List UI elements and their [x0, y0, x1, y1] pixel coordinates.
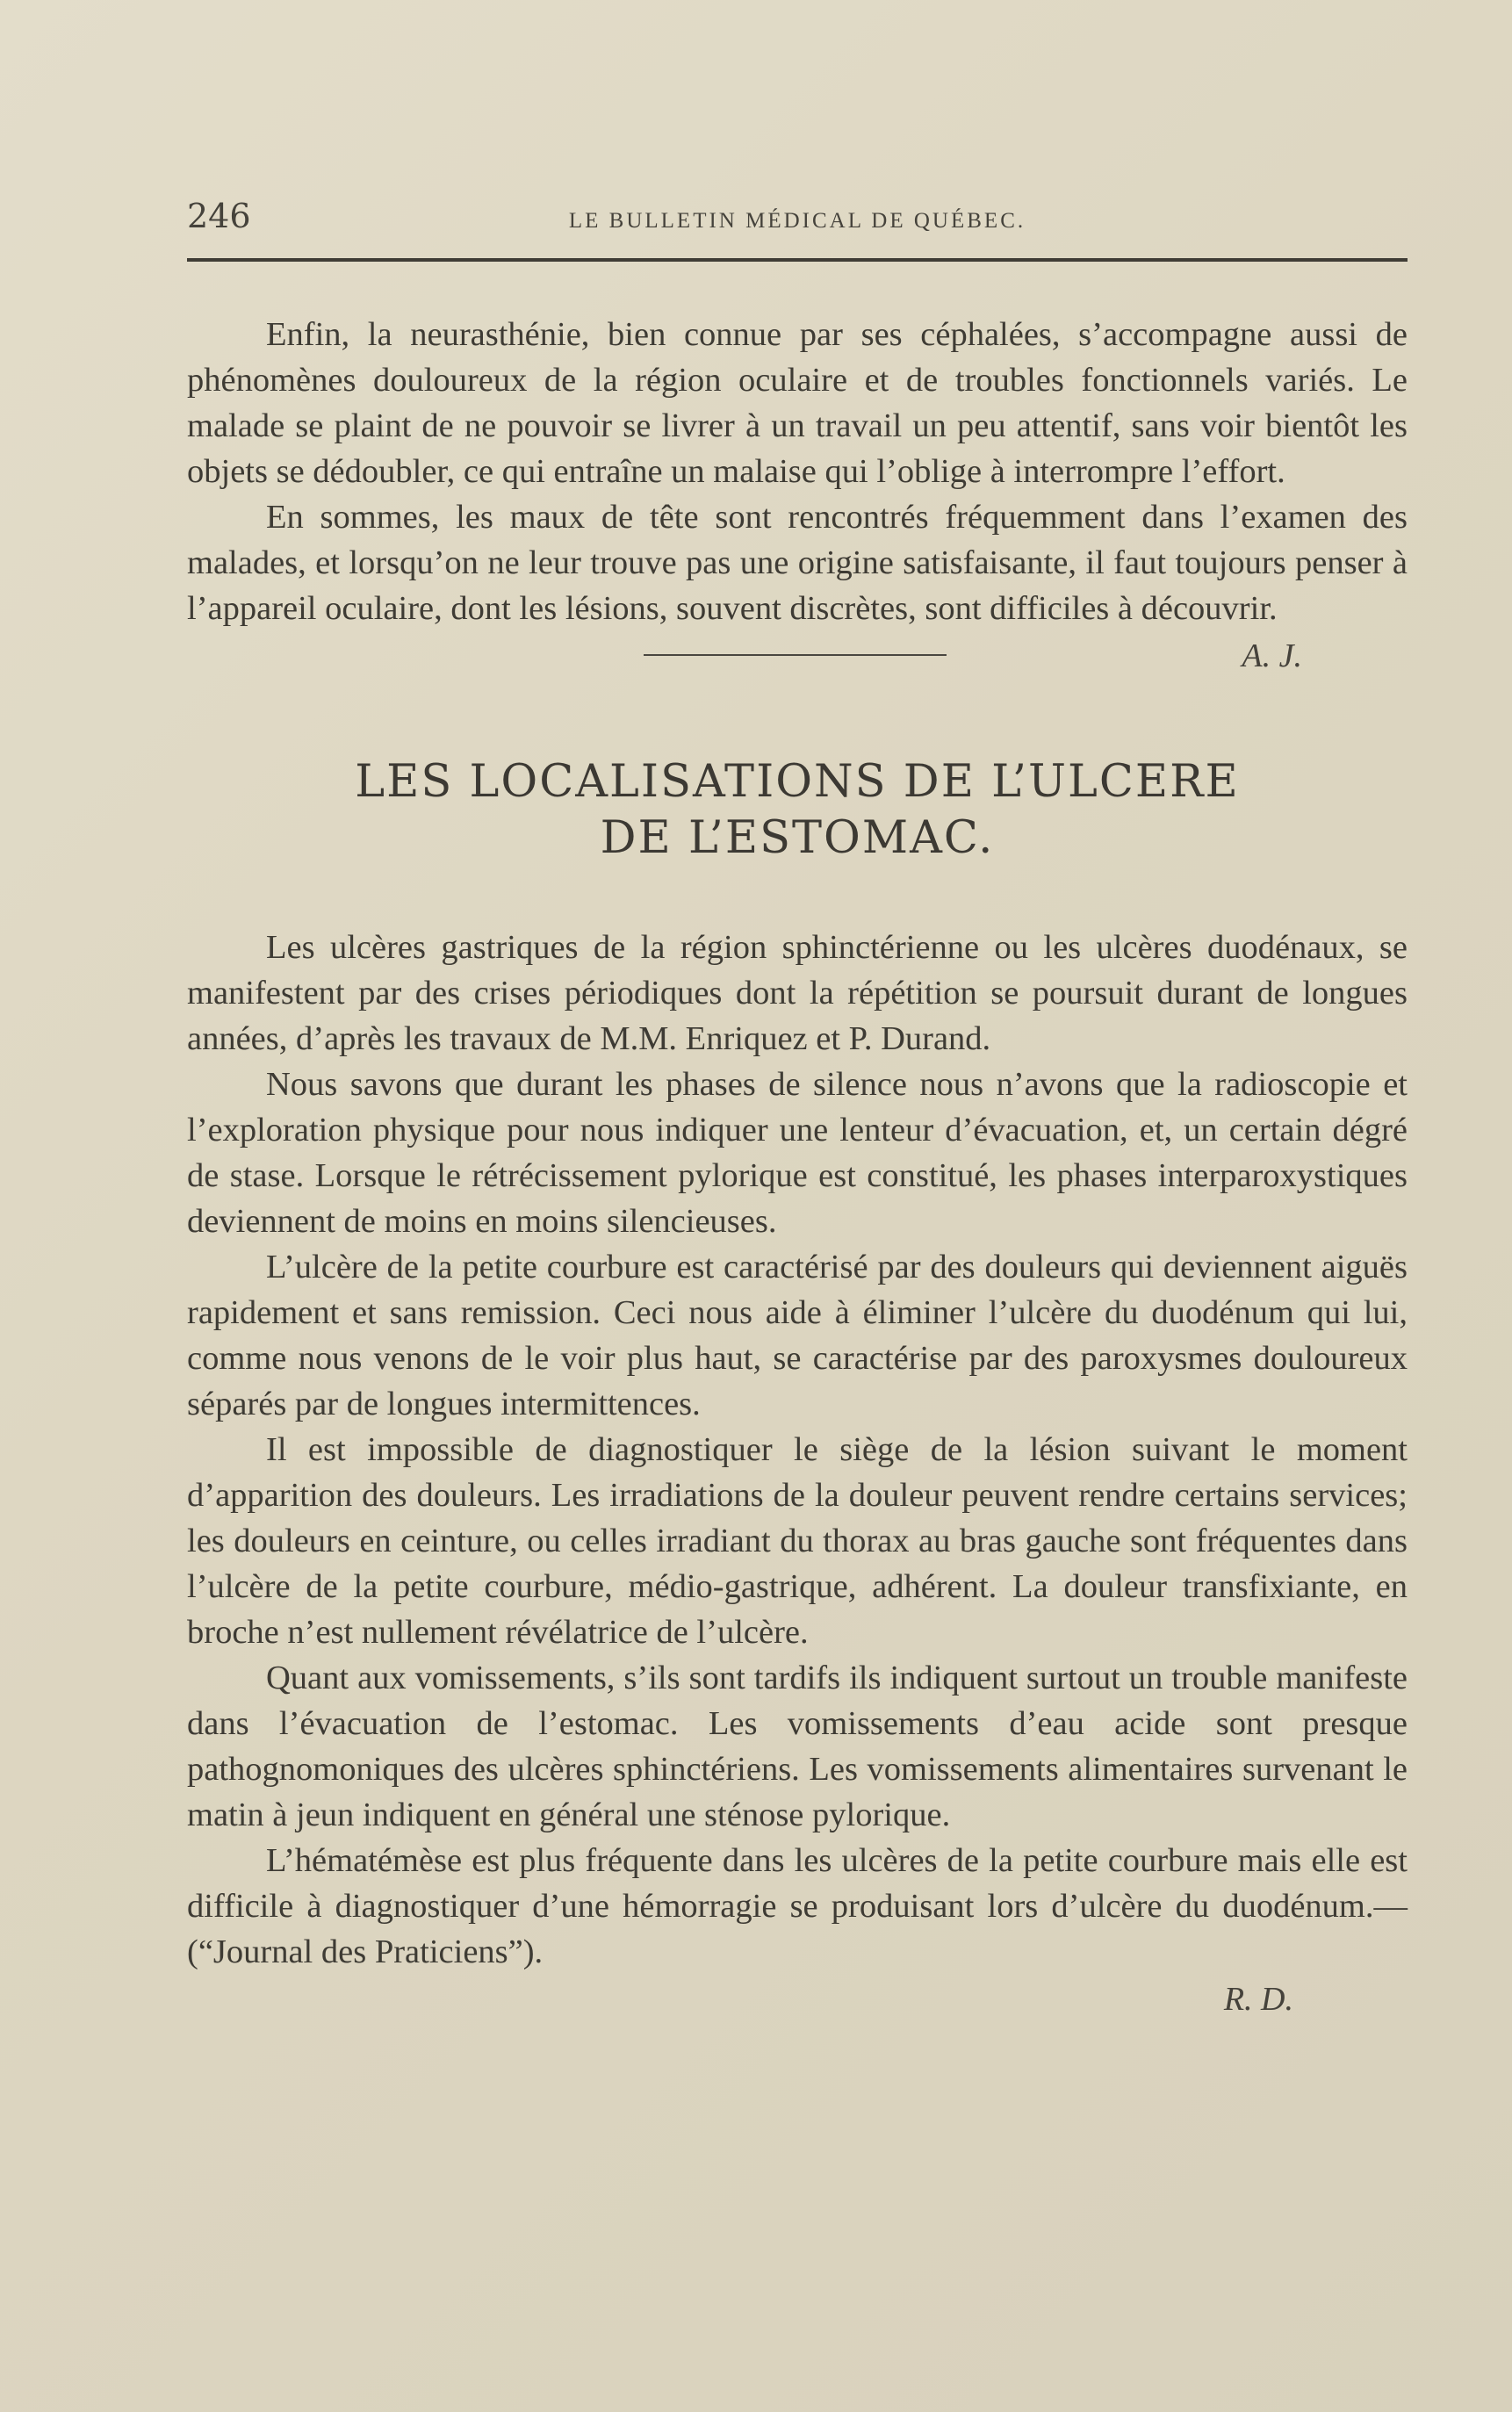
paragraph: Quant aux vomissements, s’ils sont tardifs ils indiquent surtout un trouble manifeste dans l’évacuation de l’estomac. Les vomissements d’eau acide sont presque pathognomoniques des ulcères sphinctériens. Les vomissements alimentaires survenant le matin à jeun indiquent en général une sténose pylorique.: [187, 1660, 1408, 1833]
paragraph: Il est impossible de diagnostiquer le siège de la lésion suivant le moment d’apparition des douleurs. Les irradiations de la douleur peuvent rendre certains services; les douleurs en ceinture, ou celles irradiant du thorax au bras gauche sont fréquentes dans l’ulcère de la petite courbure, médio-gastrique, adhérent. La douleur transfixiante, en broche n’est nullement révélatrice de l’ulcère.: [187, 1431, 1408, 1651]
article-title-line: DE L’ESTOMAC.: [600, 812, 995, 864]
page-content: [187, 312, 1408, 2022]
page-header: [187, 191, 1408, 244]
paragraph: Enfin, la neurasthénie, bien connue par ses céphalées, s’accompagne aussi de phénomènes douloureux de la région oculaire et de troubles fonctionnels variés. Le malade se plaint de ne pouvoir se livrer à un travail un peu attentif, sans voir bientôt les objets se dédoubler, ce qui entraîne un malaise qui l’oblige à interrompre l’effort.: [187, 316, 1408, 490]
page-number: 246: [187, 197, 251, 235]
paragraph: L’ulcère de la petite courbure est caractérisé par des douleurs qui deviennent aiguës rapidement et sans remission. Ceci nous aide à éliminer l’ulcère du duodénum qui lui, comme nous venons de le voir plus haut, se caractérise par des paroxysmes douloureux séparés par de longues intermittences.: [187, 1249, 1408, 1422]
article-title: [187, 754, 1408, 867]
header-rule: [187, 258, 1408, 262]
signature-row: [187, 633, 1408, 684]
article-title-line: LES LOCALISATIONS DE L’ULCERE: [355, 756, 1240, 808]
paragraph: Les ulcères gastriques de la région sphinctérienne ou les ulcères duodénaux, se manifestent par des crises périodiques dont la répétition se poursuit durant de longues années, d’après les travaux de M.M. Enriquez et P. Durand.: [187, 929, 1408, 1057]
article-ulcere: [187, 925, 1408, 2022]
paragraph: L’hématémèse est plus fréquente dans les ulcères de la petite courbure mais elle est difficile à diagnostiquer d’une hémorragie se produisant lors d’ulcère du duodénum.—(“Journal des Praticiens”).: [187, 1842, 1408, 1970]
running-head: LE BULLETIN MÉDICAL DE QUÉBEC.: [568, 209, 1026, 233]
author-signature: A. J.: [1242, 637, 1302, 674]
separator-rule: [644, 654, 947, 656]
article-neurasthenie: [187, 312, 1408, 684]
author-signature: R. D.: [1223, 1981, 1293, 2018]
paragraph: Nous savons que durant les phases de silence nous n’avons que la radioscopie et l’exploration physique pour nous indiquer une lenteur d’évacuation, et, un certain dégré de stase. Lorsque le rétrécissement pylorique est constitué, les phases interparoxystiques deviennent de moins en moins silencieuses.: [187, 1066, 1408, 1240]
paragraph: En sommes, les maux de tête sont rencontrés fréquemment dans l’examen des malades, et lorsqu’on ne leur trouve pas une origine satisfaisante, il faut toujours penser à l’appareil oculaire, dont les lésions, souvent discrètes, sont difficiles à découvrir.: [187, 499, 1408, 627]
